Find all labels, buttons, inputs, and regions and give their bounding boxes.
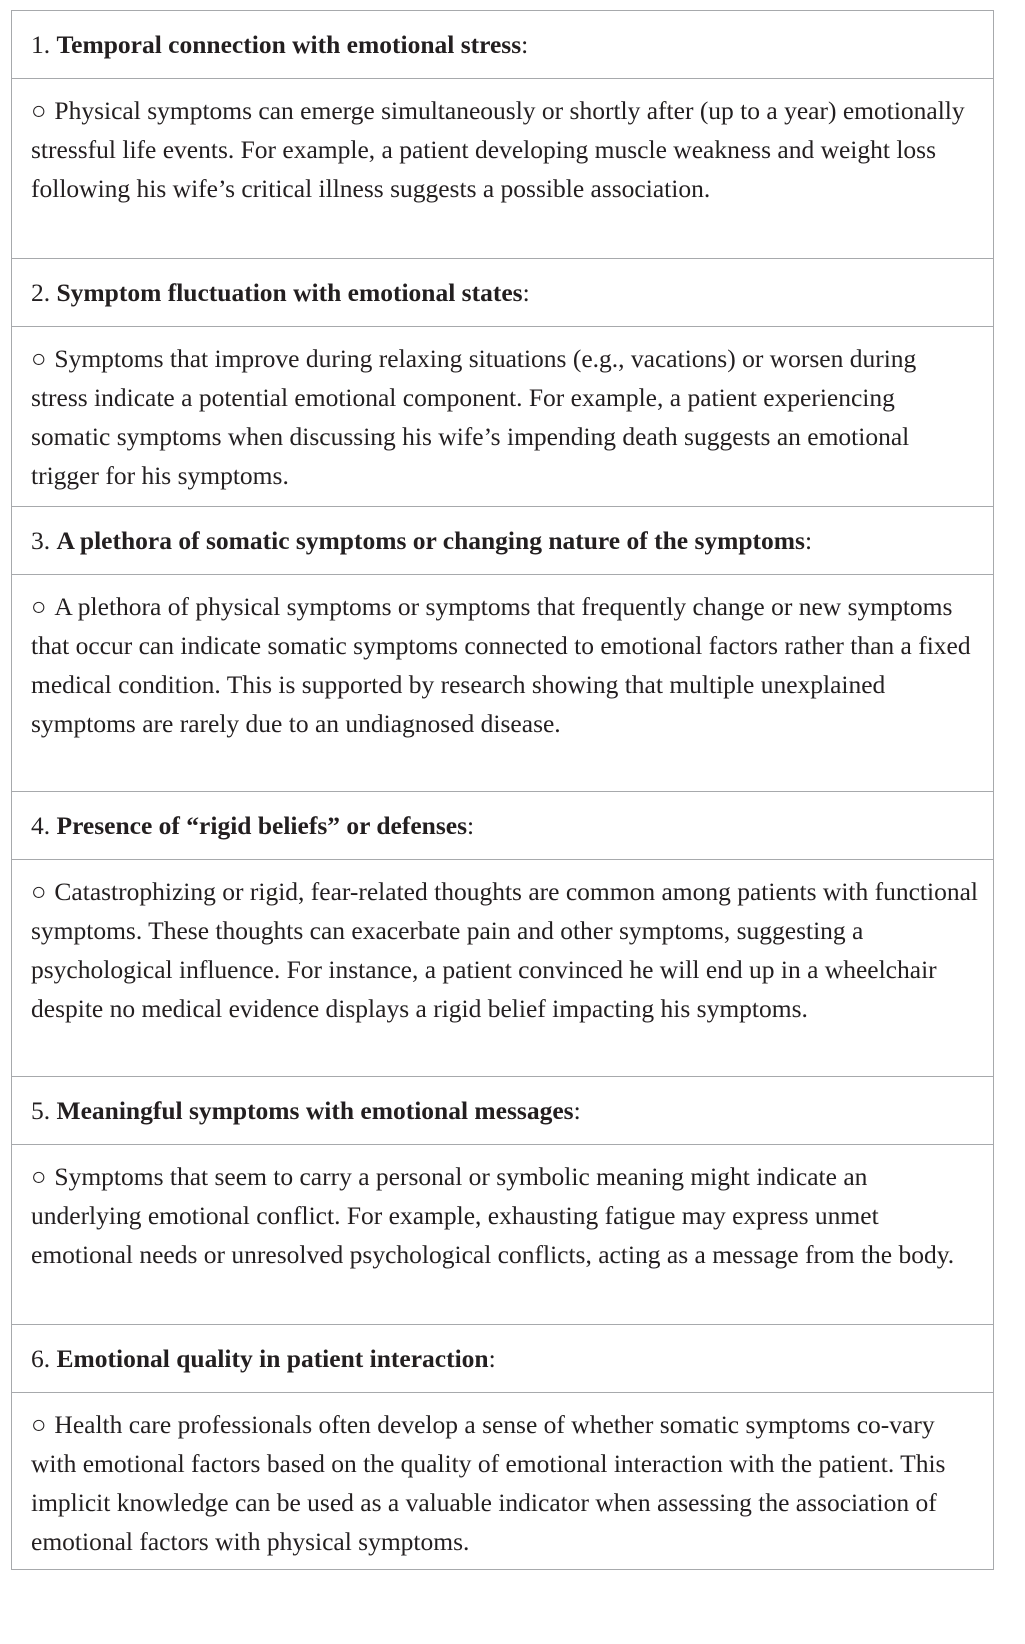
hollow-circle-bullet-icon: ○ <box>31 592 47 621</box>
criterion-text: Catastrophizing or rigid, fear-related thoughts are common among patients with functional symptoms. These thoughts can exacerbate pain and other symptoms, suggesting a psychological influence. For instance, a patient convinced he will end up in a wheelchair despite no medical evidence displays a rigid belief impacting his symptoms. <box>31 877 979 1023</box>
criterion-heading <box>12 1077 993 1145</box>
criterion-heading <box>12 792 993 860</box>
criterion-number: 2. <box>31 278 51 307</box>
criterion-text: A plethora of physical symptoms or symptoms that frequently change or new symptoms that occur can indicate somatic symptoms connected to emotional factors rather than a fixed medical condition. This is supported by research showing that multiple unexplained symptoms are rarely due to an undiagnosed disease. <box>31 592 971 738</box>
criterion-colon: : <box>522 278 530 307</box>
criterion-text: Symptoms that improve during relaxing situations (e.g., vacations) or worsen during stress indicate a potential emotional component. For example, a patient experiencing somatic symptoms when discussing his wife’s impending death suggests an emotional trigger for his symptoms. <box>31 344 917 490</box>
criterion-title: Meaningful symptoms with emotional messages <box>56 1096 574 1125</box>
criterion-description <box>12 1393 993 1570</box>
criterion-number: 4. <box>31 811 51 840</box>
criterion-heading <box>12 507 993 575</box>
criterion-description <box>12 575 993 792</box>
criterion-colon: : <box>804 526 813 555</box>
criterion-heading <box>12 259 993 327</box>
criteria-table <box>11 10 994 1570</box>
criterion-heading <box>12 1325 993 1393</box>
criterion-colon: : <box>521 30 529 59</box>
hollow-circle-bullet-icon: ○ <box>31 344 47 373</box>
criterion-title: Temporal connection with emotional stress <box>56 30 522 59</box>
criterion-title: Presence of “rigid beliefs” or defenses <box>56 811 468 840</box>
criterion-text: Health care professionals often develop a sense of whether somatic symptoms co-vary with emotional factors based on the quality of emotional interaction with the patient. This implicit knowledge can be used as a valuable indicator when assessing the association of emotional factors with physical symptoms. <box>31 1410 946 1556</box>
criterion-description <box>12 860 993 1077</box>
criterion-text: Symptoms that seem to carry a personal or symbolic meaning might indicate an underlying emotional conflict. For example, exhausting fatigue may express unmet emotional needs or unresolved psychological conflicts, acting as a message from the body. <box>31 1162 955 1269</box>
criterion-number: 1. <box>31 30 51 59</box>
criterion-description <box>12 79 993 259</box>
criterion-colon: : <box>573 1096 581 1125</box>
criterion-colon: : <box>488 1344 496 1373</box>
criterion-number: 6. <box>31 1344 51 1373</box>
criterion-number: 5. <box>31 1096 51 1125</box>
criterion-heading <box>12 11 993 79</box>
criterion-colon: : <box>467 811 475 840</box>
hollow-circle-bullet-icon: ○ <box>31 96 47 125</box>
hollow-circle-bullet-icon: ○ <box>31 1162 47 1191</box>
criterion-description <box>12 1145 993 1325</box>
criterion-text: Physical symptoms can emerge simultaneously or shortly after (up to a year) emotionally stressful life events. For example, a patient developing muscle weakness and weight loss following his wife’s critical illness suggests a possible association. <box>31 96 965 203</box>
criterion-title: Symptom fluctuation with emotional states <box>56 278 523 307</box>
hollow-circle-bullet-icon: ○ <box>31 877 47 906</box>
criterion-title: Emotional quality in patient interaction <box>56 1344 489 1373</box>
criterion-description <box>12 327 993 507</box>
hollow-circle-bullet-icon: ○ <box>31 1410 47 1439</box>
criterion-title: A plethora of somatic symptoms or changing nature of the symptoms <box>56 526 805 555</box>
criterion-number: 3. <box>31 526 51 555</box>
